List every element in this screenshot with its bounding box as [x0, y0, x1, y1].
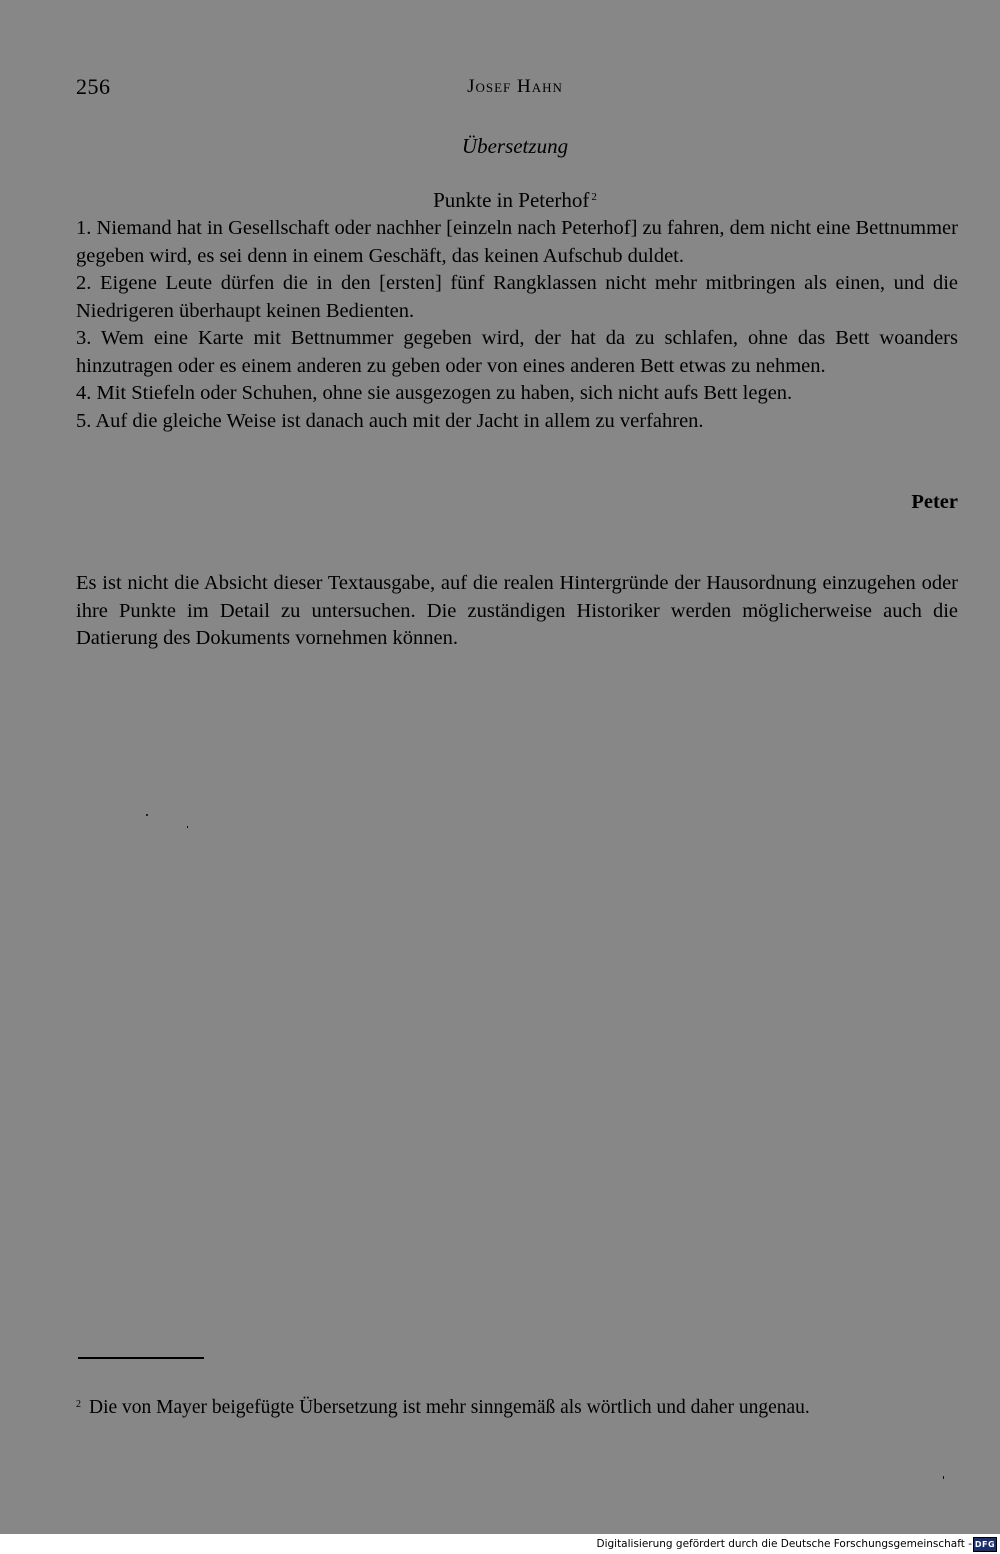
footnote-reference: 2 — [591, 191, 597, 203]
scan-speck — [187, 826, 188, 828]
footnote-mark: 2 — [76, 1399, 81, 1410]
signature: Peter — [911, 491, 958, 513]
commentary-text: Es ist nicht die Absicht dieser Textausgabe, auf die realen Hintergründe der Hausordnung einzugehen oder ihre Punkte im Detail zu untersuchen. Die zuständigen Historiker werden möglicherweise auch die Datierung des Dokuments vornehmen können. — [76, 572, 958, 649]
scan-speck — [943, 1476, 944, 1479]
scan-speck — [146, 814, 148, 816]
footnote-rule — [78, 1357, 204, 1359]
digitization-credit: Digitalisierung gefördert durch die Deutsche Forschungsgemeinschaft - — [596, 1538, 972, 1550]
footnote-text: Die von Mayer beigefügte Übersetzung ist mehr sinngemäß als wörtlich und daher ungenau. — [89, 1397, 810, 1418]
section-title: Übersetzung — [461, 134, 569, 158]
point-item: 3. Wem eine Karte mit Bettnummer gegeben wird, der hat da zu schlafen, ohne das Bett woanders hinzutragen oder es einem anderen zu geben oder von eines anderen Bett etwas zu nehmen. — [76, 327, 958, 377]
point-item: 5. Auf die gleiche Weise ist danach auch mit der Jacht in allem zu verfahren. — [76, 409, 704, 432]
document-title-text: Punkte in Peterhof — [433, 188, 590, 212]
page-number: 256 — [76, 74, 111, 99]
running-head: Josef Hahn — [467, 76, 563, 97]
point-item: 1. Niemand hat in Gesellschaft oder nachher [einzeln nach Peterhof] zu fahren, dem nicht eine Bettnummer gegeben wird, es sei denn in einem Geschäft, das keinen Aufschub duldet. — [76, 217, 958, 267]
point-item: 2. Eigene Leute dürfen die in den [ersten] fünf Rangklassen nicht mehr mitbringen als einen, und die Niedrigeren überhaupt keinen Bedienten. — [76, 272, 958, 322]
commentary-paragraph — [76, 570, 958, 653]
footnote — [76, 1392, 958, 1421]
points-list — [76, 215, 958, 435]
point-item: 4. Mit Stiefeln oder Schuhen, ohne sie ausgezogen zu haben, sich nicht aufs Bett legen. — [76, 382, 793, 404]
dfg-logo-icon[interactable]: DFG — [973, 1537, 997, 1552]
document-title — [0, 188, 1000, 213]
